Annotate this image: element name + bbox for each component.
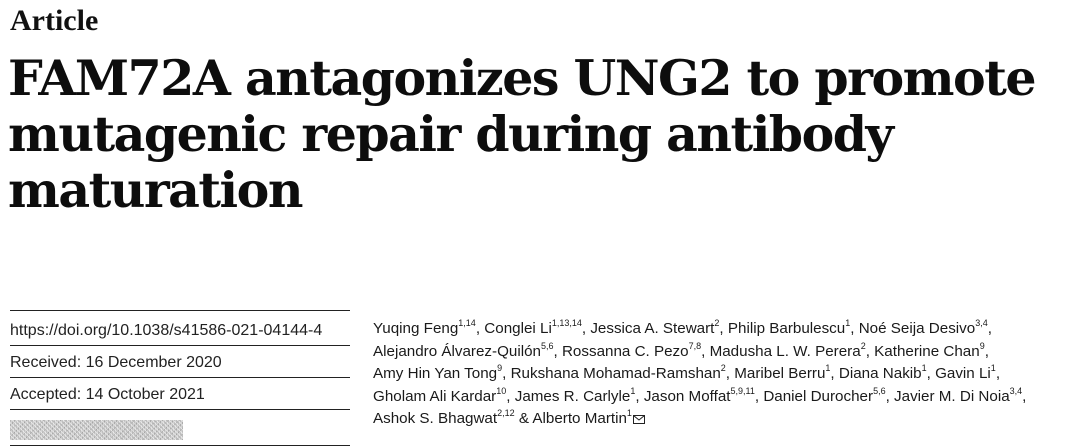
article-type-label: Article bbox=[10, 4, 99, 37]
author-separator: , bbox=[984, 342, 989, 360]
mail-icon[interactable] bbox=[633, 409, 645, 432]
author-name: Amy Hin Yan Tong bbox=[373, 365, 498, 383]
author-affiliation: 2 bbox=[714, 317, 720, 328]
author-affiliation: 2 bbox=[860, 340, 866, 351]
author[interactable] bbox=[839, 365, 927, 382]
author-separator: , bbox=[1022, 387, 1027, 405]
author-separator: , bbox=[885, 387, 895, 405]
author[interactable] bbox=[511, 365, 726, 382]
author-separator: , bbox=[830, 365, 839, 383]
author[interactable] bbox=[763, 385, 886, 405]
author[interactable] bbox=[590, 317, 720, 337]
author-separator: , bbox=[701, 342, 710, 360]
author-affiliation: 2 bbox=[720, 363, 726, 374]
author[interactable] bbox=[373, 385, 507, 405]
author-list bbox=[373, 318, 1073, 432]
article-title: FAM72A antagonizes UNG2 to promote mutagenic repair during antibody maturation bbox=[8, 49, 1036, 219]
author-name: Jessica A. Stewart bbox=[590, 320, 715, 337]
author-name: Gholam Ali Kardar bbox=[373, 387, 497, 405]
author-affiliation: 10 bbox=[496, 385, 507, 396]
author-affiliation: 1 bbox=[825, 363, 831, 374]
author-name: Gavin Li bbox=[935, 365, 991, 383]
author-affiliation: 3,4 bbox=[975, 317, 988, 328]
received-date: Received: 16 December 2020 bbox=[10, 354, 222, 371]
author[interactable] bbox=[727, 317, 851, 337]
author-separator: , bbox=[995, 365, 1001, 383]
author-name: James R. Carlyle bbox=[514, 387, 631, 405]
accepted-date: Accepted: 14 October 2021 bbox=[10, 386, 205, 403]
author-separator: , bbox=[475, 320, 485, 337]
author[interactable] bbox=[935, 365, 996, 382]
article-metadata bbox=[10, 310, 350, 446]
author-affiliation: 1 bbox=[626, 408, 632, 419]
author-separator: , bbox=[502, 365, 511, 383]
author-name: Rossanna C. Pezo bbox=[561, 342, 689, 360]
author-name: Noé Seija Desivo bbox=[858, 320, 976, 337]
author[interactable] bbox=[643, 385, 755, 405]
author[interactable] bbox=[484, 317, 582, 337]
author-separator: , bbox=[850, 320, 859, 337]
author-name: Philip Barbulescu bbox=[727, 320, 846, 337]
author-affiliation: 7,8 bbox=[688, 340, 702, 351]
author-name: Daniel Durocher bbox=[763, 387, 874, 405]
author[interactable] bbox=[373, 365, 502, 382]
author-separator: , bbox=[926, 365, 936, 383]
author-separator: , bbox=[553, 342, 562, 360]
author[interactable] bbox=[373, 340, 554, 360]
author[interactable] bbox=[514, 385, 636, 405]
author-separator: , bbox=[725, 365, 735, 383]
author-separator: , bbox=[865, 342, 875, 360]
author-name: Ashok S. Bhagwat bbox=[373, 410, 498, 428]
author-separator: , bbox=[719, 320, 728, 337]
author-affiliation: 9 bbox=[979, 340, 985, 351]
doi-link[interactable]: https://doi.org/10.1038/s41586-021-04144-4 bbox=[10, 322, 323, 339]
author[interactable] bbox=[373, 410, 515, 427]
author-separator: , bbox=[754, 387, 764, 405]
author[interactable] bbox=[874, 340, 985, 360]
author-separator: , bbox=[506, 387, 515, 405]
author-affiliation: 5,9,11 bbox=[730, 385, 755, 396]
author[interactable] bbox=[373, 317, 476, 337]
author-name: Javier M. Di Noia bbox=[894, 387, 1010, 405]
author-name: Jason Moffat bbox=[643, 387, 731, 405]
author-affiliation: 1 bbox=[630, 385, 636, 396]
redacted-block bbox=[10, 420, 183, 440]
author-separator: , bbox=[635, 387, 644, 405]
doi-row bbox=[10, 310, 350, 345]
author-separator: & bbox=[514, 410, 533, 428]
author[interactable] bbox=[894, 385, 1023, 405]
author-affiliation: 1 bbox=[845, 317, 851, 328]
author-name: Conglei Li bbox=[484, 320, 552, 337]
accepted-row bbox=[10, 377, 350, 409]
author-affiliation: 2,12 bbox=[497, 408, 515, 419]
author-name: Yuqing Feng bbox=[373, 320, 459, 337]
author-name: Diana Nakib bbox=[838, 365, 922, 383]
author-name: Alejandro Álvarez-Quilón bbox=[373, 342, 541, 360]
author[interactable] bbox=[734, 365, 830, 382]
author-affiliation: 5,6 bbox=[873, 385, 886, 396]
author-name: Rukshana Mohamad-Ramshan bbox=[510, 365, 721, 383]
author-affiliation: 3,4 bbox=[1009, 385, 1023, 396]
author-affiliation: 9 bbox=[497, 363, 503, 374]
author-affiliation: 1,13,14 bbox=[551, 317, 582, 328]
redacted-row bbox=[10, 409, 350, 446]
author-affiliation: 1,14 bbox=[458, 317, 476, 328]
author[interactable] bbox=[561, 340, 702, 360]
author-affiliation: 1 bbox=[990, 363, 996, 374]
author-separator: , bbox=[987, 320, 992, 337]
author-name: Katherine Chan bbox=[874, 342, 980, 360]
author[interactable] bbox=[858, 317, 988, 337]
author-affiliation: 1 bbox=[921, 363, 927, 374]
author-name: Alberto Martin bbox=[532, 410, 627, 428]
received-row bbox=[10, 345, 350, 377]
author-name: Madusha L. W. Perera bbox=[709, 342, 861, 360]
author-affiliation: 5,6 bbox=[541, 340, 554, 351]
author[interactable] bbox=[532, 410, 645, 427]
author-name: Maribel Berru bbox=[734, 365, 826, 383]
author[interactable] bbox=[709, 340, 866, 360]
author-separator: , bbox=[581, 320, 591, 337]
